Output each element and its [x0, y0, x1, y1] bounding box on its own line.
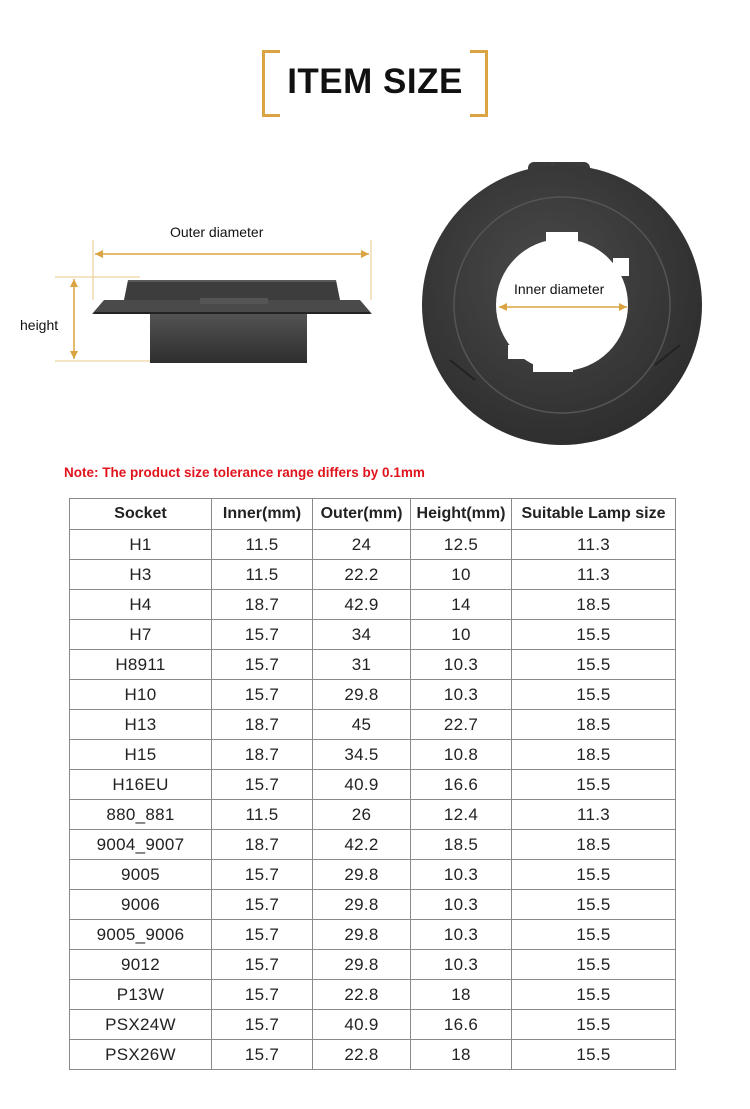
cell-inner: 15.7 — [212, 1010, 313, 1040]
table-row — [70, 770, 676, 800]
cell-socket: H13 — [70, 710, 212, 740]
cell-outer: 45 — [313, 710, 411, 740]
cell-socket: H3 — [70, 560, 212, 590]
cell-height: 10.3 — [411, 680, 512, 710]
cell-height: 10.8 — [411, 740, 512, 770]
cell-height: 22.7 — [411, 710, 512, 740]
title-block — [262, 50, 488, 117]
header-inner: Inner(mm) — [212, 499, 313, 530]
cell-socket: H4 — [70, 590, 212, 620]
cell-height: 16.6 — [411, 1010, 512, 1040]
cell-lamp-size: 11.3 — [512, 800, 676, 830]
adapter-top — [124, 280, 340, 300]
cell-outer: 34 — [313, 620, 411, 650]
cell-inner: 11.5 — [212, 560, 313, 590]
cell-socket: PSX24W — [70, 1010, 212, 1040]
cell-outer: 42.9 — [313, 590, 411, 620]
adapter-illustration — [0, 140, 750, 460]
cell-height: 10.3 — [411, 920, 512, 950]
cell-socket: 9005_9006 — [70, 920, 212, 950]
tolerance-note: Note: The product size tolerance range differs by 0.1mm — [64, 465, 425, 480]
cell-lamp-size: 15.5 — [512, 650, 676, 680]
inner-diameter-label: Inner diameter — [514, 281, 605, 297]
cell-lamp-size: 15.5 — [512, 920, 676, 950]
cell-height: 16.6 — [411, 770, 512, 800]
table-row — [70, 710, 676, 740]
cell-inner: 18.7 — [212, 830, 313, 860]
table-row — [70, 1040, 676, 1070]
table-header-row — [70, 499, 676, 530]
cell-outer: 29.8 — [313, 920, 411, 950]
cell-inner: 18.7 — [212, 710, 313, 740]
cell-lamp-size: 18.5 — [512, 590, 676, 620]
top-view-adapter — [422, 162, 702, 445]
cell-socket: H1 — [70, 530, 212, 560]
table-row — [70, 830, 676, 860]
cell-outer: 42.2 — [313, 830, 411, 860]
table-row — [70, 530, 676, 560]
cell-outer: 34.5 — [313, 740, 411, 770]
cell-inner: 15.7 — [212, 620, 313, 650]
cell-outer: 40.9 — [313, 1010, 411, 1040]
cell-inner: 15.7 — [212, 950, 313, 980]
cell-outer: 29.8 — [313, 890, 411, 920]
cell-inner: 11.5 — [212, 530, 313, 560]
table-row — [70, 860, 676, 890]
cell-height: 10.3 — [411, 950, 512, 980]
cell-outer: 26 — [313, 800, 411, 830]
cell-height: 14 — [411, 590, 512, 620]
cell-lamp-size: 11.3 — [512, 530, 676, 560]
header-height: Height(mm) — [411, 499, 512, 530]
size-table — [69, 498, 676, 1070]
table-row — [70, 890, 676, 920]
cell-height: 12.5 — [411, 530, 512, 560]
cell-lamp-size: 15.5 — [512, 860, 676, 890]
cell-outer: 29.8 — [313, 860, 411, 890]
height-label: height — [20, 317, 59, 333]
table-row — [70, 590, 676, 620]
cell-socket: H15 — [70, 740, 212, 770]
cell-lamp-size: 15.5 — [512, 890, 676, 920]
cell-inner: 15.7 — [212, 860, 313, 890]
cell-socket: H8911 — [70, 650, 212, 680]
cell-height: 10.3 — [411, 650, 512, 680]
cell-height: 10.3 — [411, 890, 512, 920]
cell-outer: 29.8 — [313, 680, 411, 710]
table-row — [70, 740, 676, 770]
cell-lamp-size: 15.5 — [512, 770, 676, 800]
table-row — [70, 800, 676, 830]
cell-inner: 15.7 — [212, 980, 313, 1010]
table-row — [70, 620, 676, 650]
table-body — [70, 530, 676, 1070]
cell-outer: 31 — [313, 650, 411, 680]
cell-height: 10.3 — [411, 860, 512, 890]
table-row — [70, 1010, 676, 1040]
cell-socket: 9005 — [70, 860, 212, 890]
table-row — [70, 920, 676, 950]
cell-lamp-size: 15.5 — [512, 1010, 676, 1040]
cell-inner: 18.7 — [212, 740, 313, 770]
cell-outer: 22.8 — [313, 1040, 411, 1070]
cell-socket: 9004_9007 — [70, 830, 212, 860]
cell-socket: PSX26W — [70, 1040, 212, 1070]
cell-inner: 15.7 — [212, 920, 313, 950]
cell-outer: 40.9 — [313, 770, 411, 800]
cell-outer: 29.8 — [313, 950, 411, 980]
cell-lamp-size: 18.5 — [512, 830, 676, 860]
cell-inner: 15.7 — [212, 890, 313, 920]
cell-socket: 880_881 — [70, 800, 212, 830]
header-outer: Outer(mm) — [313, 499, 411, 530]
cell-lamp-size: 11.3 — [512, 560, 676, 590]
table-row — [70, 680, 676, 710]
header-lamp-size: Suitable Lamp size — [512, 499, 676, 530]
cell-inner: 15.7 — [212, 1040, 313, 1070]
cell-height: 10 — [411, 560, 512, 590]
cell-socket: 9006 — [70, 890, 212, 920]
cell-lamp-size: 15.5 — [512, 950, 676, 980]
page-title: ITEM SIZE — [287, 62, 463, 101]
cell-height: 18 — [411, 1040, 512, 1070]
outer-diameter-label: Outer diameter — [170, 224, 264, 240]
cell-lamp-size: 15.5 — [512, 680, 676, 710]
cell-inner: 18.7 — [212, 590, 313, 620]
cell-inner: 15.7 — [212, 770, 313, 800]
cell-inner: 11.5 — [212, 800, 313, 830]
cell-inner: 15.7 — [212, 650, 313, 680]
cell-outer: 22.8 — [313, 980, 411, 1010]
cell-lamp-size: 15.5 — [512, 1040, 676, 1070]
table-row — [70, 980, 676, 1010]
cell-height: 18.5 — [411, 830, 512, 860]
cell-socket: H7 — [70, 620, 212, 650]
table-row — [70, 560, 676, 590]
cell-outer: 22.2 — [313, 560, 411, 590]
table-row — [70, 950, 676, 980]
cell-socket: H16EU — [70, 770, 212, 800]
header-socket: Socket — [70, 499, 212, 530]
cell-height: 10 — [411, 620, 512, 650]
cell-lamp-size: 15.5 — [512, 980, 676, 1010]
cell-socket: 9012 — [70, 950, 212, 980]
size-diagram — [0, 140, 750, 460]
cell-lamp-size: 18.5 — [512, 740, 676, 770]
cell-socket: H10 — [70, 680, 212, 710]
cell-height: 12.4 — [411, 800, 512, 830]
cell-lamp-size: 18.5 — [512, 710, 676, 740]
cell-inner: 15.7 — [212, 680, 313, 710]
side-view-adapter — [92, 280, 372, 363]
cell-outer: 24 — [313, 530, 411, 560]
table-row — [70, 650, 676, 680]
cell-socket: P13W — [70, 980, 212, 1010]
cell-height: 18 — [411, 980, 512, 1010]
cell-lamp-size: 15.5 — [512, 620, 676, 650]
